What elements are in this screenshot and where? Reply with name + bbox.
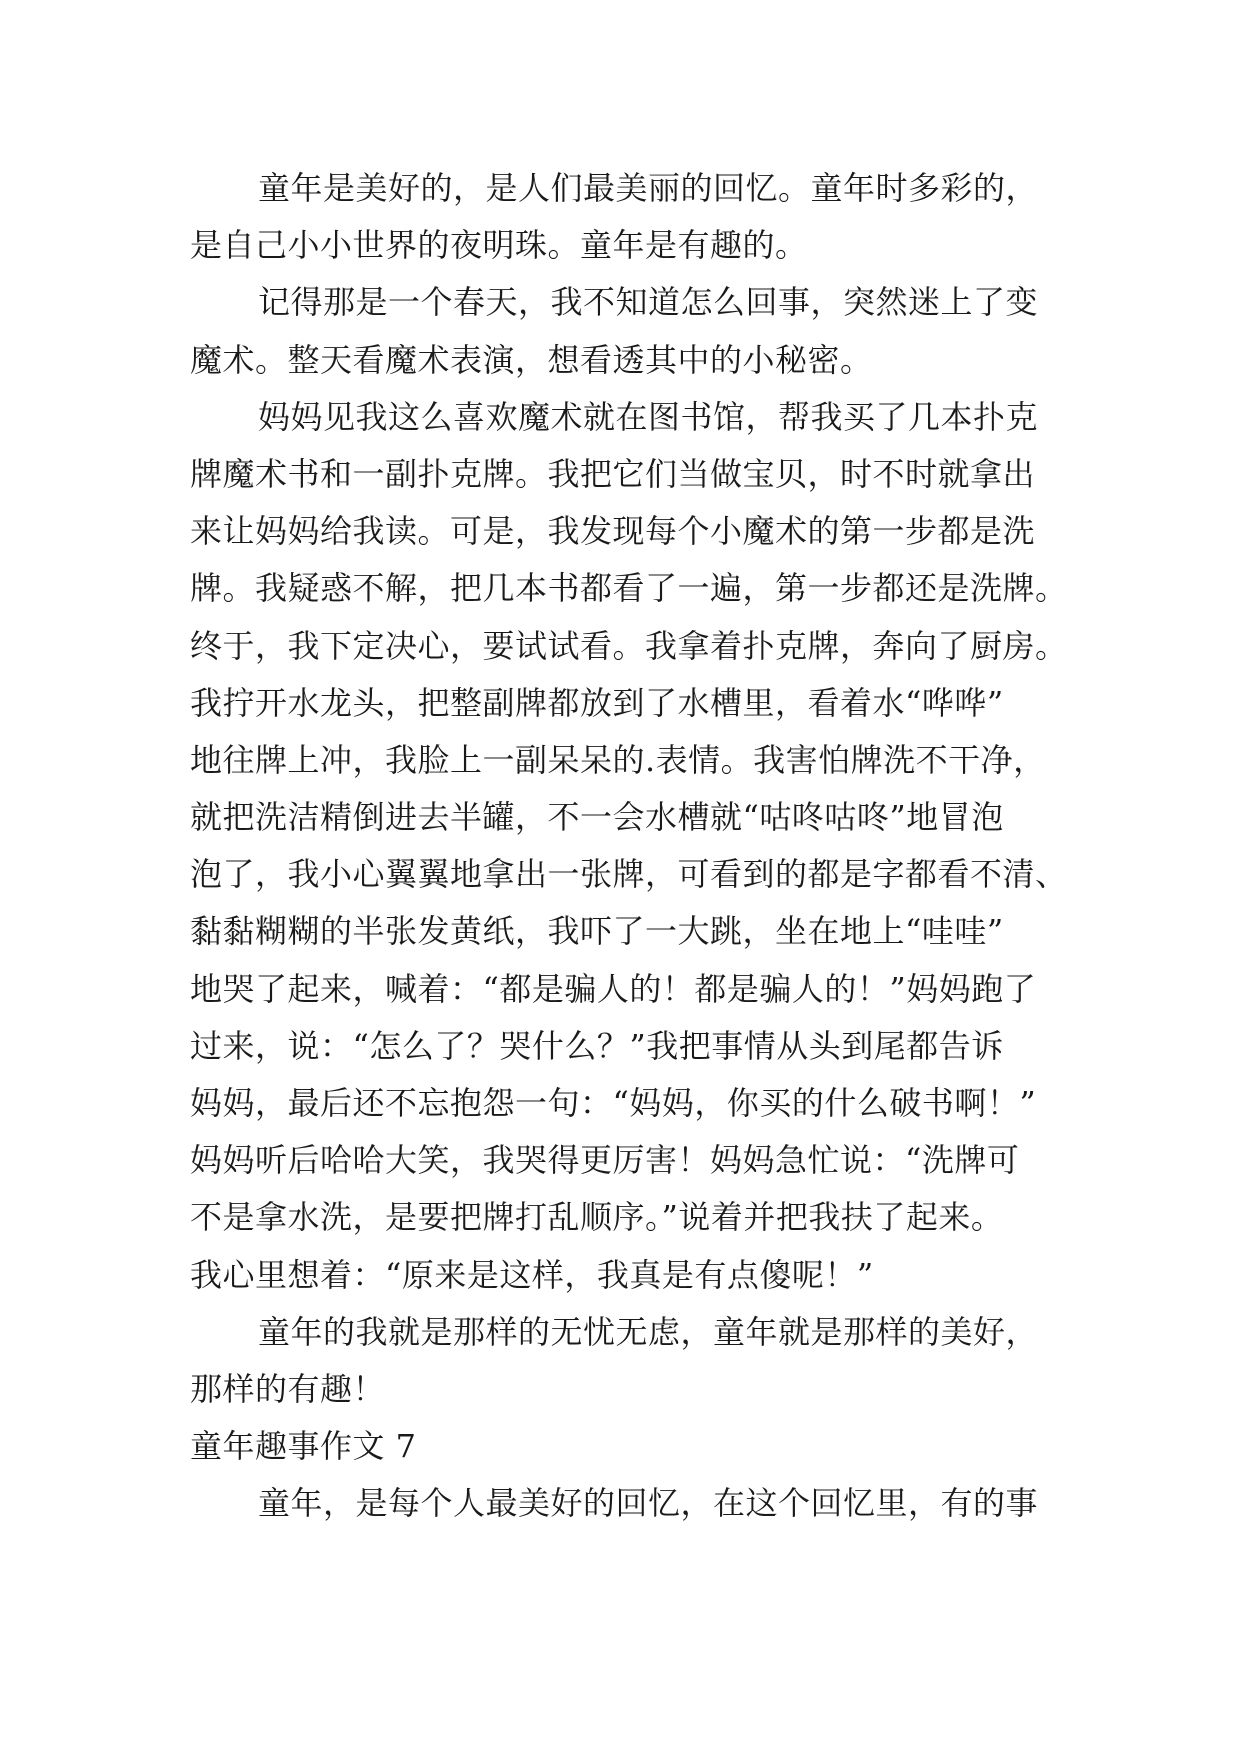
paragraph-line: 那样的有趣！	[190, 1369, 386, 1408]
section-heading: 童年趣事作文 7	[190, 1427, 417, 1466]
paragraph-line: 童年的我就是那样的无忧无虑，童年就是那样的美好，	[258, 1312, 1039, 1351]
paragraph-line: 黏黏糊糊的半张发黄纸，我吓了一大跳，坐在地上“哇哇”	[190, 912, 1004, 951]
paragraph-line: 是自己小小世界的夜明珠。童年是有趣的。	[190, 226, 808, 265]
paragraph-line: 妈妈，最后还不忘抱怨一句：“妈妈，你买的什么破书啊！”	[190, 1084, 1037, 1122]
paragraph-line: 就把洗洁精倒进去半罐，不一会水槽就“咕咚咕咚”地冒泡	[190, 798, 1004, 837]
paragraph-line: 妈妈听后哈哈大笑，我哭得更厉害！妈妈急忙说：“洗牌可	[190, 1141, 1020, 1180]
paragraph-line: 地往牌上冲，我脸上一副呆呆的.表情。我害怕牌洗不干净，	[190, 740, 1046, 779]
paragraph-line: 地哭了起来，喊着：“都是骗人的！都是骗人的！”妈妈跑了	[190, 969, 1037, 1008]
paragraph-line: 记得那是一个春天，我不知道怎么回事，突然迷上了变	[258, 283, 1039, 322]
paragraph-line: 泡了，我小心翼翼地拿出一张牌，可看到的都是字都看不清、	[190, 855, 1068, 894]
paragraph-line: 童年，是每个人最美好的回忆，在这个回忆里，有的事	[258, 1484, 1039, 1523]
paragraph-line: 来让妈妈给我读。可是，我发现每个小魔术的第一步都是洗	[190, 512, 1036, 551]
paragraph-line: 过来，说：“怎么了？哭什么？”我把事情从头到尾都告诉	[190, 1026, 1004, 1065]
paragraph-line: 我拧开水龙头，把整副牌都放到了水槽里，看着水“哗哗”	[190, 683, 1004, 722]
paragraph-line: 不是拿水洗，是要把牌打乱顺序。”说着并把我扶了起来。	[190, 1198, 1004, 1237]
paragraph-line: 牌。我疑惑不解，把几本书都看了一遍，第一步都还是洗牌。	[190, 569, 1068, 608]
paragraph-line: 童年是美好的，是人们最美丽的回忆。童年时多彩的，	[258, 169, 1039, 207]
essay-text	[190, 160, 1070, 1533]
paragraph-line: 终于，我下定决心，要试试看。我拿着扑克牌，奔向了厨房。	[190, 626, 1068, 665]
paragraph-line: 我心里想着：“原来是这样，我真是有点傻呢！”	[190, 1255, 874, 1294]
paragraph-line: 牌魔术书和一副扑克牌。我把它们当做宝贝，时不时就拿出	[190, 454, 1036, 493]
paragraph-line: 妈妈见我这么喜欢魔术就在图书馆，帮我买了几本扑克	[258, 397, 1039, 436]
paragraph-line: 魔术。整天看魔术表演，想看透其中的小秘密。	[190, 340, 873, 379]
